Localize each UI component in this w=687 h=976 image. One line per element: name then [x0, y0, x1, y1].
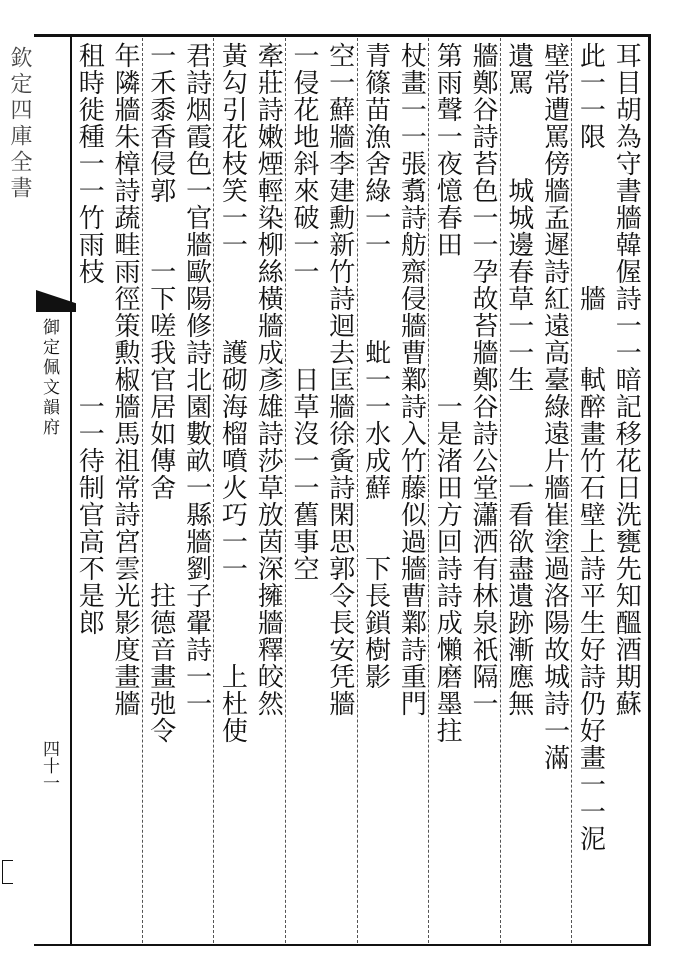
text-column: 此一一限 牆 軾醉畫竹石壁上詩平生好詩仍好畫一一泥 — [575, 42, 606, 852]
corner-mark — [2, 860, 13, 884]
bottom-border-line — [34, 944, 650, 946]
text-column: 青篠苗漁舍綠一一 蚍一一水成蘚 下長鎖樹影 — [360, 42, 391, 690]
text-column: 杖畫一一張翥詩舫齋侵牆曹鄴詩入竹藤似過牆曹鄴詩重門 — [396, 42, 427, 717]
text-column: 牆鄭谷詩苔色一一孕故苔牆鄭谷詩公堂瀟洒有林泉祇隔一 — [468, 42, 498, 717]
text-column: 君詩烟霞色一官牆歐陽修詩北園數畝一縣牆劉子翬詩一一 — [181, 42, 212, 717]
text-column: 黃勾引花枝笑一一 護砌海榴噴火巧一一 上杜使 — [217, 42, 248, 744]
margin-book-label: 御定佩文韻府 — [39, 318, 59, 438]
text-column: 第雨聲一夜憶春田 一是渚田方回詩詩成懶磨墨拄 — [432, 42, 463, 744]
text-column: 耳目胡為守書牆韓偓詩一一暗記移花日洗甕先知醞酒期蘇 — [611, 42, 642, 717]
text-column: 牽莊詩嫩煙輕染柳絲橫牆成彥雄詩莎草放茵深擁牆釋皎然 — [253, 42, 284, 717]
text-column: 年隣牆朱樟詩蔬畦雨徑策勲椒牆馬祖常詩宮雲光影度畫牆 — [110, 42, 140, 717]
margin-book-title: 欽定四庫全書 — [7, 46, 32, 202]
text-column: 壁常遭罵傍牆孟遲詩紅遠高臺綠遠片牆崔塗過洛陽故城詩一滿 — [539, 42, 570, 771]
text-column: 租時徙種一一竹雨枝 一一待制官高不是郎 — [74, 42, 105, 636]
text-column: 空一蘚牆李建勳新竹詩迴去匡牆徐夤詩閑思郭令長安凭牆 — [324, 42, 355, 717]
margin-page-number: 四十一 — [39, 740, 59, 791]
text-column: 一侵花地斜來破一一 日草沒一一舊事空 — [289, 42, 319, 582]
top-border-line — [34, 34, 650, 37]
text-column: 遺罵 城城邊春草一一生 一看欲盡遺跡漸應無 — [503, 42, 534, 717]
text-column: 一禾黍香侵郭 一下嗟我官居如傳舍 拄德音畫弛令 — [145, 42, 176, 744]
right-border-line — [648, 34, 651, 946]
